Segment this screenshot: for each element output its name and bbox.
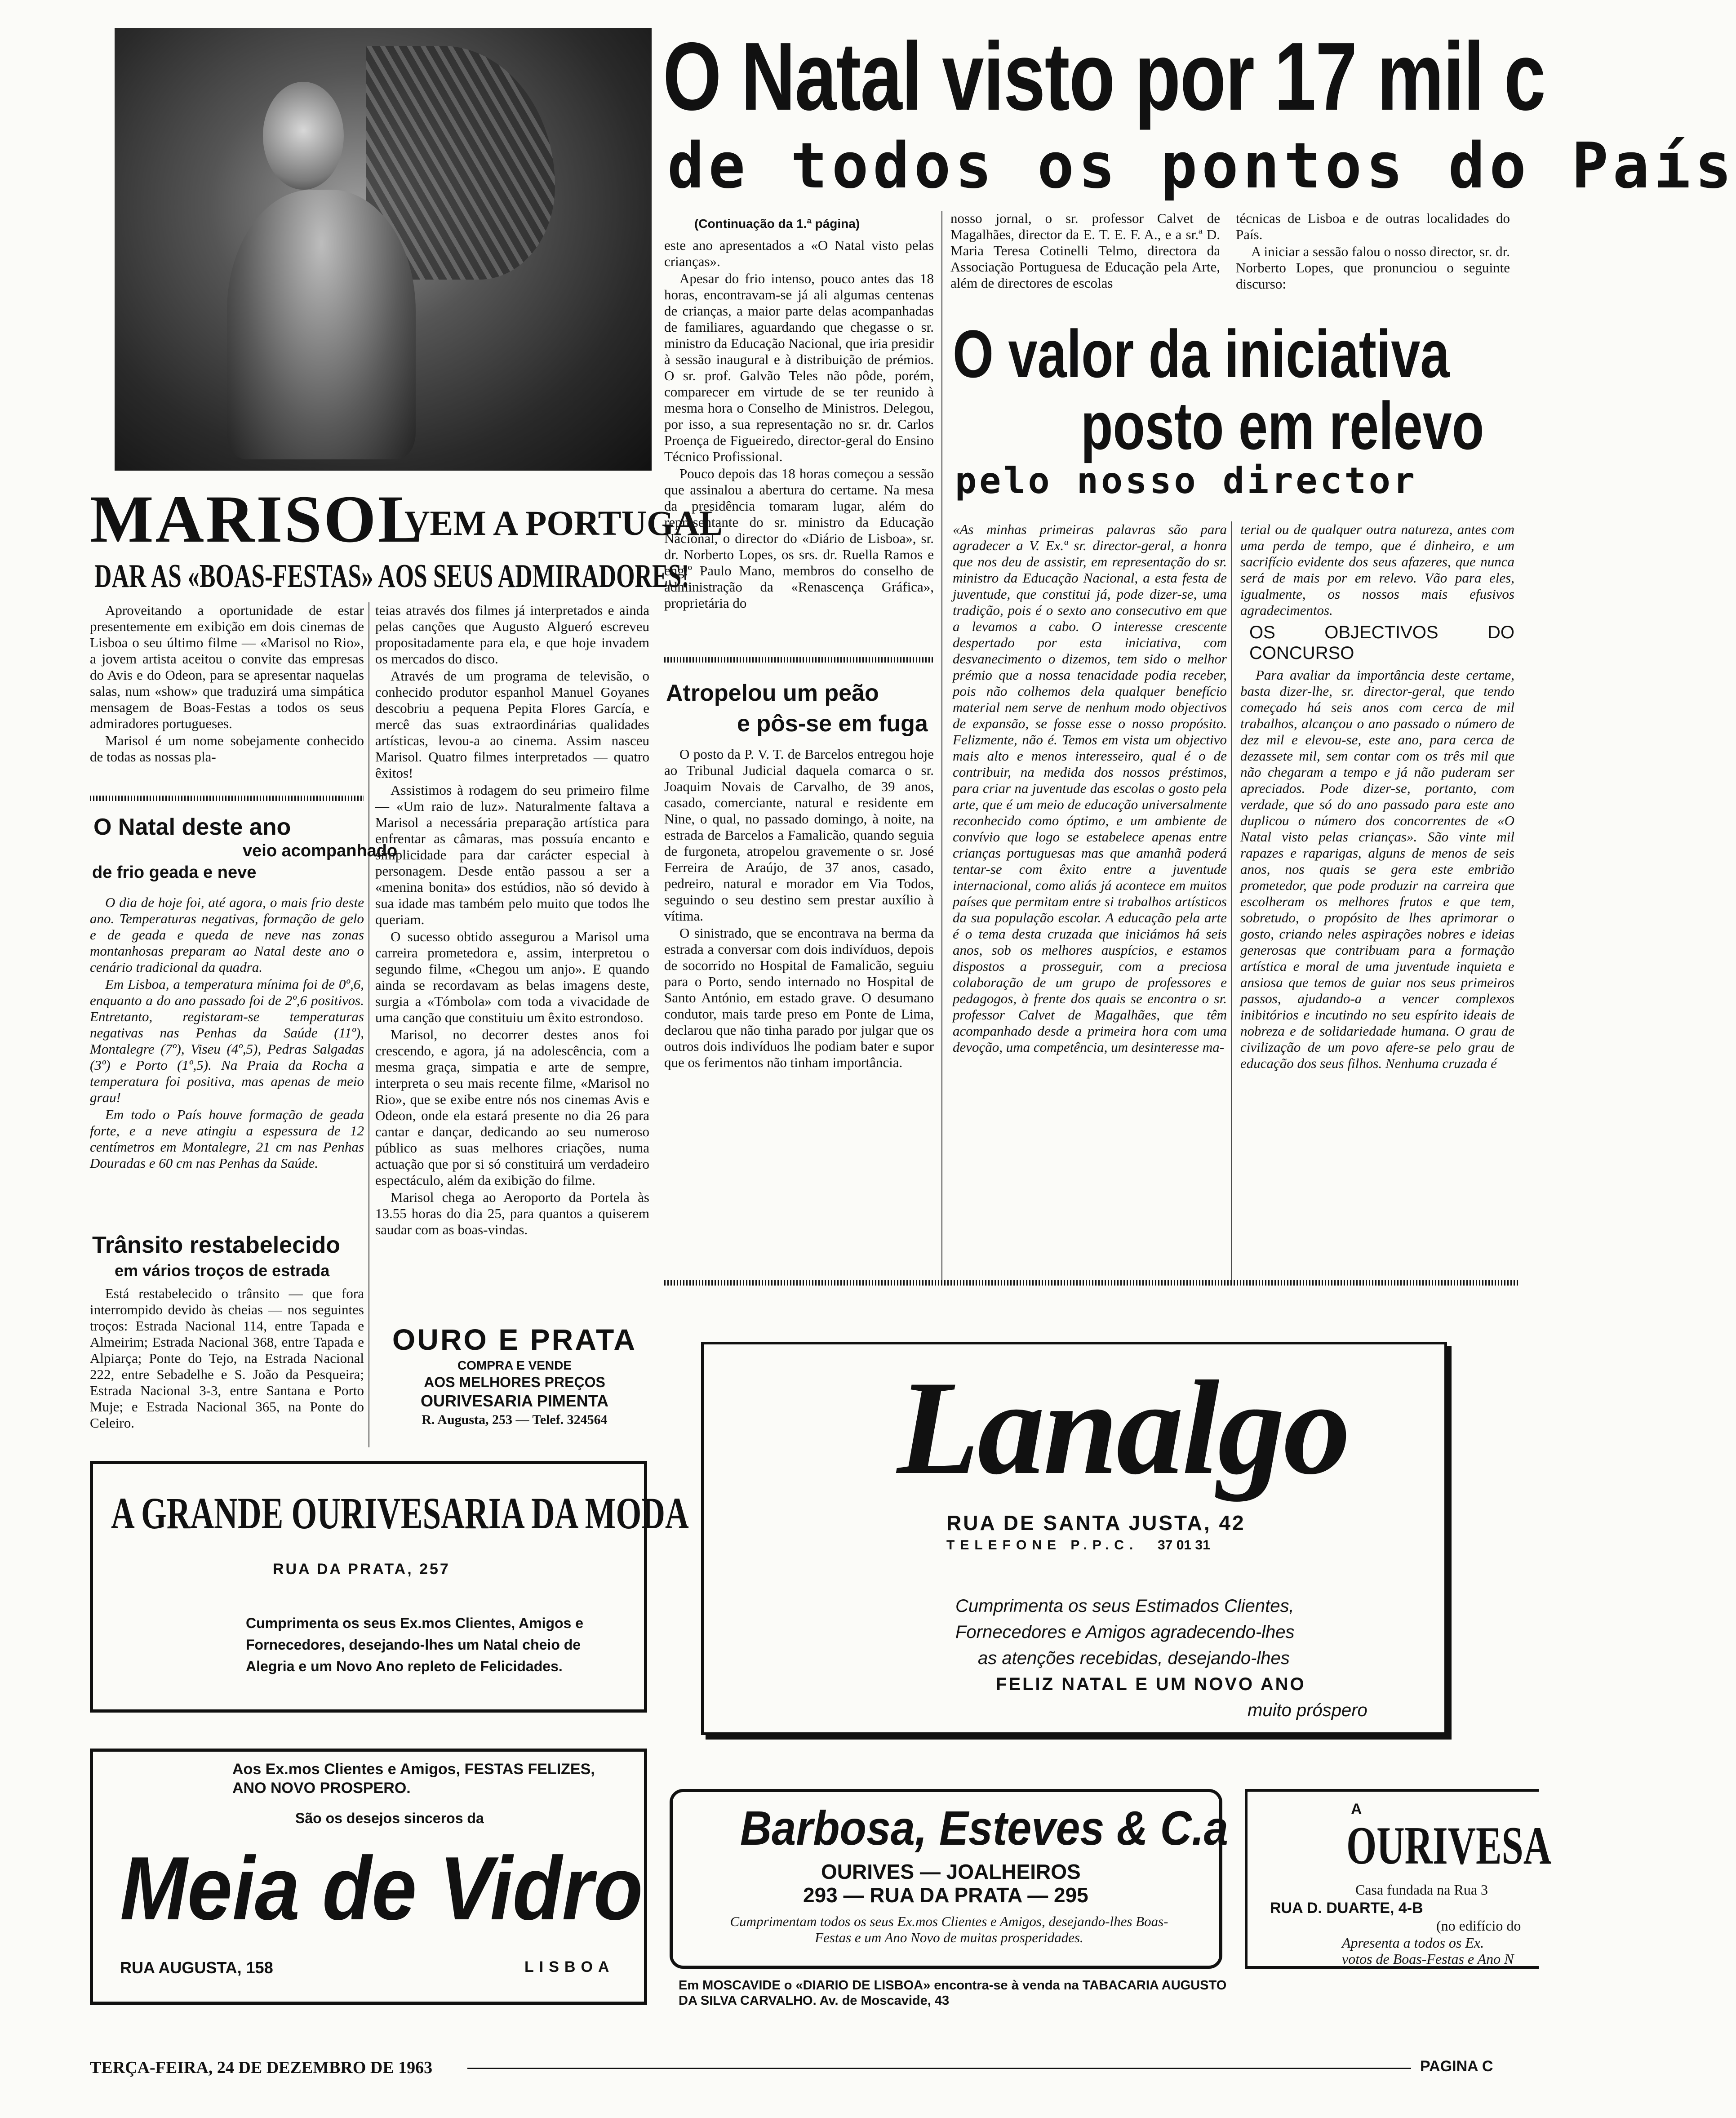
marisol-col2-p5: Marisol, no decorrer destes anos foi crescendo, e agora, já na adolescência, com a mesma graça, simpatia e arte de sempre, interpreta o seu mais recente filme, «Marisol no Rio», que se exibe entre nós nos cinemas Avis e Odeon, onde ela estará presente no dia 26 para cantar e dançar, dedicando ao seu numeroso público as suas melhores criações, numa actuação que por si só constituirá um verdadeiro espectáculo, além da exibição do filme. bbox=[375, 1027, 649, 1188]
separator-rule bbox=[90, 796, 364, 801]
valor-col2-bottom: Para avaliar da importância deste certame, basta dizer-lhe, sr. director-geral, que tendo começado há seis anos com cerca de mil trabalhos, alcançou o ano passado o número de dez mil e elevou-se, este ano, para cerca de dezassete mil, sem contar com os três mil que não chegaram a tempo e já não puderam ser apreciados. Pode dizer-se, portanto, com verdade, que só do ano passado para este ano duplicou o número dos concorrentes de «O Natal visto pelas crianças». São vinte mil rapazes e raparigas, alguns de menos de seis anos, nos quais se gera este embrião prometedor, que pode produzir na carreira que escolheram os melhores frutos e que tem, sobretudo, o propósito de lhes aprimorar o gosto, criando neles aspirações nobres e ideias generosas que contribuam para a formação artística e moral de uma juventude inquieta e ansiosa que temos de guiar nos seus primeiros passos, ajudando-a a vencer complexos inibitórios e incutindo no seu espírito ideais de nobreza e de solidariedade humana. O grau de civilização de um povo afere-se pelo grau de educação dos seus filhos. Nenhuma cruzada é bbox=[1240, 667, 1514, 1071]
meia-vidro-line3: São os desejos sinceros da bbox=[295, 1810, 484, 1826]
barbosa-brand: Barbosa, Esteves & C.a bbox=[740, 1801, 1228, 1855]
footer-date: TERÇA-FEIRA, 24 DE DEZEMBRO DE 1963 bbox=[90, 2058, 433, 2077]
valor-col1: «As minhas primeiras palavras são para agradecer a V. Ex.ª sr. director-geral, a honra que nos deu de assistir, em representação do sr. ministro da Educação Nacional, a esta festa de juventude, que constitui já, pode dizer-se, uma tradição, pois é o sexto ano consecutivo em que a levamos a cabo. O interesse crescente despertado por esta iniciativa, com desvanecimento o dizemos, tem sido o melhor prémio que a nossa tenacidade podia receber, pois não colhemos dela qualquer benefício material nem serve de nenhum modo objectivos de expansão, se fosse esse o nosso propósito. Felizmente, não é. Temos em vista um objectivo mais alto e menos interesseiro, qual é o de contribuir, na medida dos nossos préstimos, para criar na juventude das escolas o gosto pela arte, que é um meio de educação universalmente reconhecido como óptimo, e um ambiente de convívio que logo se estabelece apenas entre crianças portuguesas mas que amanhã poderá tentar-se com êxito entre a juventude internacional, como aliás já acontece em muitos países que permitam entre si trabalhos artísticos da sua população escolar. A educação pela arte é o tema desta cruzada que iniciámos há seis anos, sob os melhores auspícios, e estamos dispostos a prosseguir, com a preciosa colaboração de um grupo de professores e pedagogos, à frente dos quais se encontra o sr. professor Calvet de Magalhães, que têm acompanhado desde a primeira hora com uma devoção, uma competência, um desinteresse ma- bbox=[953, 521, 1227, 1055]
ad-ourivesaria-cut bbox=[1245, 1789, 1552, 1969]
ourivesaria-line2: RUA D. DUARTE, 4-B bbox=[1270, 1900, 1423, 1917]
lanalgo-address: RUA DE SANTA JUSTA, 42 bbox=[946, 1511, 1246, 1535]
transito-p1: Está restabelecido o trânsito — que fora interrompido devido às cheias — nos seguintes troços: Estrada Nacional 114, entre Tapada e Almeirim; Estrada Nacional 368, entre Tapada e Alpiarça; Ponte do Tejo, na Estrada Nacional 222, entre Sebadelhe e S. João da Pesqueira; Estrada Nacional 3-3, entre Santana e Porto Muje; e Estrada Nacional 365, na Ponte do Celeiro. bbox=[90, 1286, 364, 1431]
natal-ano-sub1: veio acompanhado bbox=[243, 841, 398, 860]
atropelou-p1: O posto da P. V. T. de Barcelos entregou hoje ao Tribunal Judicial daquela comarca o sr. Joaquim Novais de Carvalho, de 39 anos, casado, comerciante, natural e residente em Nine, o qual, no passado domingo, à noite, na estrada de Barcelos a Famalicão, quando seguia de furgoneta, atropelou gravemente o sr. José Ferreira de Araújo, de 37 anos, casado, pedreiro, natural e morador em Via Todos, seguindo o seu destino sem prestar auxílio à vítima. bbox=[664, 746, 934, 924]
barbosa-line1: OURIVES — JOALHEIROS bbox=[821, 1860, 1081, 1883]
meia-vidro-line2: ANO NOVO PROSPERO. bbox=[232, 1780, 411, 1797]
grande-ourivesaria-address: RUA DA PRATA, 257 bbox=[273, 1561, 450, 1578]
meia-vidro-brand: Meia de Vidro bbox=[120, 1838, 643, 1939]
ouro-prata-line2: AOS MELHORES PREÇOS bbox=[424, 1374, 605, 1390]
natal-ano-p3: Em todo o País houve formação de geada forte, e a neve atingiu a espessura de 12 centímetros em Montalegre, 21 cm nas Penhas Douradas e 60 cm nas Penhas da Saúde. bbox=[90, 1107, 364, 1171]
main-headline-line1: O Natal visto por 17 mil c bbox=[663, 22, 1545, 130]
ouro-prata-name: OURIVESARIA PIMENTA bbox=[420, 1392, 609, 1410]
natal-ano-body bbox=[90, 894, 364, 1236]
valor-col2-top: terial ou de qualquer outra natureza, antes com uma perda de tempo, que é dinheiro, e um sacrifício evidente dos seus afazeres, que nunca será de mais por em relevo. Vão para eles, igualmente, os nossos mais efusivos agradecimentos. bbox=[1240, 521, 1514, 618]
barbosa-message: Cumprimentam todos os seus Ex.mos Clientes e Amigos, desejando-lhes Boas-Festas e um Ano Novo de muitas prosperidades. bbox=[730, 1913, 1168, 1945]
footer-rule bbox=[467, 2068, 1411, 2069]
main-col1-p2: Apesar do frio intenso, pouco antes das 18 horas, encontravam-se já ali algumas centenas de crianças, a maior parte delas acompanhadas de familiares, aguardando que chegasse o sr. ministro da Educação Nacional, que iria presidir à sessão inaugural e à distribuição de prémios. O sr. prof. Galvão Teles não pôde, porém, comparecer em virtude de se ter reunido à mesma hora o Conselho de Ministros. Delegou, por isso, a sua representação no sr. dr. Carlos Proença de Figueiredo, director-geral do Ensino Técnico Profissional. bbox=[664, 271, 934, 464]
column-rule bbox=[1231, 521, 1232, 1281]
ourivesaria-line1: Casa fundada na Rua 3 bbox=[1355, 1882, 1488, 1898]
valor-subhead: OS OBJECTIVOS DO CONCURSO bbox=[1249, 623, 1514, 663]
lanalgo-brand: Lanalgo bbox=[897, 1353, 1349, 1502]
main-col3-p1: técnicas de Lisboa e de outras localidades do País. bbox=[1236, 210, 1510, 242]
main-headline-line2: de todos os pontos do País bbox=[667, 129, 1736, 203]
lanalgo-phone-label: TELEFONE P.P.C. bbox=[946, 1538, 1139, 1553]
main-story-col2 bbox=[950, 210, 1220, 300]
ourivesaria-small: A bbox=[1351, 1801, 1362, 1818]
valor-col2 bbox=[1240, 521, 1514, 1286]
meia-vidro-line1: Aos Ex.mos Clientes e Amigos, FESTAS FELIZES, bbox=[232, 1761, 595, 1778]
ad-grande-ourivesaria bbox=[90, 1461, 689, 1713]
transito-sub: em vários troços de estrada bbox=[115, 1261, 330, 1280]
atropelou-title1: Atropelou um peão bbox=[666, 680, 879, 706]
marisol-col1-p1: Aproveitando a oportunidade de estar presentemente em exibição em dois cinemas de Lisboa o seu último filme — «Marisol no Rio», a jovem artista aceitou o convite das empresas do Avis e do Odeon, para se apresentar naquelas salas, num «show» que traduzirá uma simpática mensagem de Boas-Festas a todos os seus admiradores portugueses. bbox=[90, 602, 364, 731]
transito-body bbox=[90, 1286, 364, 1447]
marisol-col2-p2: Através de um programa de televisão, o conhecido produtor espanhol Manuel Goyanes descobriu a pequena Pepita Flores García, e mercê das suas extraordinárias qualidades artísticas, levou-a ao cinema. Assim nasceu Marisol. Quatro filmes interpretados — quatro êxitos! bbox=[375, 668, 649, 781]
lanalgo-msg5: muito próspero bbox=[1248, 1700, 1367, 1720]
photo-face bbox=[263, 82, 344, 190]
ourivesaria-line5: votos de Boas-Festas e Ano N bbox=[1342, 1951, 1514, 1967]
atropelou-p2: O sinistrado, que se encontrava na berma da estrada a conversar com dois indivíduos, depois de socorrido no Hospital de Famalicão, seguiu para o Porto, sendo internado no Hospital de Santo António, em estado grave. O desumano condutor, mais tarde preso em Ponte de Lima, declarou que não tinha parado por julgar que os outros dois indivíduos lhe podiam bater e supor que os ferimentos não tinham importância. bbox=[664, 925, 934, 1070]
marisol-col2-p1: teias através dos filmes já interpretados e ainda pelas canções que Augusto Algueró escreveu propositadamente para ela, e que hoje invadem os mercados do disco. bbox=[375, 602, 649, 667]
marisol-photo bbox=[115, 28, 652, 471]
separator-rule bbox=[664, 1280, 1518, 1286]
ourivesaria-line4: Apresenta a todos os Ex. bbox=[1342, 1935, 1484, 1951]
meia-vidro-city: LISBOA bbox=[524, 1958, 615, 1976]
atropelou-title2: e pôs-se em fuga bbox=[737, 711, 928, 737]
ourivesaria-line3: (no edifício do bbox=[1436, 1918, 1521, 1934]
natal-ano-p1: O dia de hoje foi, até agora, o mais frio deste ano. Temperaturas negativas, formação de gelo e de geada e queda de neve nas zonas montanhosas preparam ao Natal deste ano o cenário tradicional da quadra. bbox=[90, 894, 364, 975]
ad-lanalgo bbox=[701, 1342, 1447, 1735]
ad-barbosa bbox=[670, 1789, 1228, 1969]
lanalgo-msg3: as atenções recebidas, desejando-lhes bbox=[978, 1648, 1290, 1668]
main-col1-p1: este ano apresentados a «O Natal visto pelas crianças». bbox=[664, 237, 934, 269]
marisol-col2 bbox=[375, 602, 649, 1313]
ourivesaria-title: OURIVESA bbox=[1346, 1815, 1552, 1875]
ouro-prata-line1: COMPRA E VENDE bbox=[457, 1358, 572, 1372]
marisol-col2-p4: O sucesso obtido assegurou a Marisol uma carreira prometedora e, assim, interpretou o segundo filme, «Chegou um anjo». E quando ainda se recordavam as belas imagens deste, surgia a «Tómbola» com toda a vivacidade de uma canção que constituiu um êxito estrondoso. bbox=[375, 929, 649, 1025]
footer-page: PAGINA C bbox=[1420, 2058, 1493, 2075]
main-story-col3 bbox=[1236, 210, 1510, 300]
ad-meia-vidro bbox=[90, 1749, 647, 2005]
marisol-headline-small: VEM A PORTUGAL bbox=[404, 503, 723, 543]
barbosa-line2: 293 — RUA DA PRATA — 295 bbox=[803, 1883, 1088, 1907]
ad-ouro-prata bbox=[377, 1322, 652, 1447]
column-rule bbox=[941, 211, 942, 1281]
ouro-prata-address: R. Augusta, 253 — Telef. 324564 bbox=[422, 1412, 608, 1427]
valor-headline-line2: posto em relevo bbox=[1081, 388, 1484, 463]
natal-ano-p2: Em Lisboa, a temperatura mínima foi de 0º,6, enquanto a do ano passado foi de 2º,6 positivos. Entretanto, registaram-se temperaturas negativas nas Penhas da Saúde (11º), Montalegre (7º), Viseu (4º,5), Pedras Salgadas (3º) e Porto (1º,5). Na Praia da Rocha a temperatura foi positiva, mas apenas de meio grau! bbox=[90, 976, 364, 1105]
marisol-col2-p6: Marisol chega ao Aeroporto da Portela às 13.55 horas do dia 25, para quantos a quiserem saudar com as boas-vindas. bbox=[375, 1189, 649, 1237]
marisol-col1-p2: Marisol é um nome sobejamente conhecido de todas as nossas pla- bbox=[90, 733, 364, 765]
ouro-prata-title: OURO E PRATA bbox=[392, 1323, 637, 1356]
moscavide-notice: Em MOSCAVIDE o «DIARIO DE LISBOA» encontra-se à venda na TABACARIA AUGUSTO DA SILVA CARVALHO. Av. de Moscavide, 43 bbox=[679, 1978, 1227, 2008]
grande-ourivesaria-message: Cumprimenta os seus Ex.mos Clientes, Amigos e Fornecedores, desejando-lhes um Natal cheio de Alegria e um Novo Ano repleto de Felicidades. bbox=[246, 1615, 584, 1674]
valor-headline-line1: O valor da iniciativa bbox=[953, 316, 1450, 392]
lanalgo-msg2: Fornecedores e Amigos agradecendo-lhes bbox=[955, 1622, 1295, 1642]
natal-ano-sub2: de frio geada e neve bbox=[92, 863, 257, 882]
lanalgo-msg1: Cumprimenta os seus Estimados Clientes, bbox=[955, 1596, 1294, 1616]
meia-vidro-address: RUA AUGUSTA, 158 bbox=[120, 1958, 273, 1977]
lanalgo-phone: 37 01 31 bbox=[1158, 1538, 1210, 1553]
main-col1-p3: Pouco depois das 18 horas começou a sessão que assinalou a abertura do certame. Na mesa da presidência tomaram lugar, além do representante do sr. ministro da Educação Nacional, o director do «Diário de Lisboa», sr. dr. Norberto Lopes, os srs. dr. Ruella Ramos e eng.º Paulo Mano, membros do conselho de administração da «Renascença Gráfica», proprietária do bbox=[664, 466, 934, 611]
grande-ourivesaria-title: A GRANDE OURIVESARIA DA MODA bbox=[111, 1488, 689, 1538]
lanalgo-msg4: FELIZ NATAL E UM NOVO ANO bbox=[996, 1674, 1306, 1694]
marisol-headline-big: MARISOL bbox=[90, 482, 425, 556]
main-col2-p1: nosso jornal, o sr. professor Calvet de Magalhães, director da E. T. E. F. A., e a sr.ª D. Maria Teresa Cotinelli Telmo, directora da Associação Portuguesa de Educação pela Arte, além de directores de escolas bbox=[950, 210, 1220, 291]
atropelou-body bbox=[664, 746, 934, 1277]
transito-title: Trânsito restabelecido bbox=[92, 1232, 340, 1258]
natal-ano-title: O Natal deste ano bbox=[93, 814, 291, 840]
main-col3-p2: A iniciar a sessão falou o nosso director, sr. dr. Norberto Lopes, que pronunciou o seguinte discurso: bbox=[1236, 244, 1510, 292]
marisol-subheadline: DAR AS «BOAS-FESTAS» AOS SEUS ADMIRADORES! bbox=[94, 558, 689, 595]
marisol-col2-p3: Assistimos à rodagem do seu primeiro filme — «Um raio de luz». Naturalmente faltava a Marisol a necessária preparação artística para enfrentar as câmaras, mas possuía encanto e simplicidade para dar carácter especial à personagem. Desde então passou a ser a «menina bonita» dos estúdios, não só devido à sua idade mas também pelo muito que todos lhe queriam. bbox=[375, 782, 649, 927]
photo-figure bbox=[227, 190, 416, 459]
separator-rule bbox=[664, 657, 934, 663]
marisol-col1 bbox=[90, 602, 364, 791]
valor-headline-line3: pelo nosso director bbox=[955, 460, 1418, 502]
continuation-label: (Continuação da 1.ª página) bbox=[694, 217, 860, 231]
